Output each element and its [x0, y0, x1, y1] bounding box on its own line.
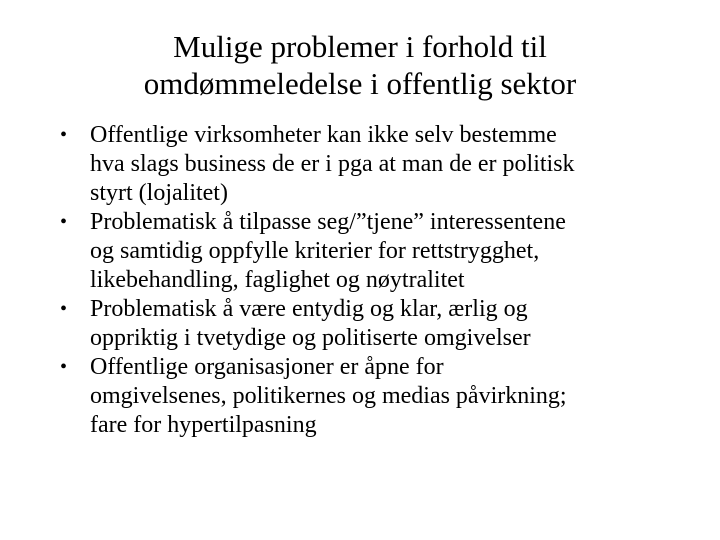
bullet-text-line: oppriktig i tvetydige og politiserte omgivelser	[90, 325, 531, 351]
slide-title-line: Mulige problemer i forhold til	[173, 29, 547, 64]
bullet-icon: •	[60, 356, 68, 378]
bullet-text-line: fare for hypertilpasning	[90, 412, 317, 438]
bullet-text-line: Problematisk å være entydig og klar, ærlig og	[90, 296, 528, 322]
bullet-text-line: hva slags business de er i pga at man de er politisk	[90, 151, 575, 177]
bullet-text-line: styrt (lojalitet)	[90, 180, 228, 206]
bullet-text-line: og samtidig oppfylle kriterier for rettstrygghet,	[90, 238, 540, 264]
bullet-icon: •	[60, 124, 68, 146]
bullet-text-line: Problematisk å tilpasse seg/”tjene” interessentene	[90, 209, 566, 235]
bullet-item	[60, 353, 700, 440]
bullet-text-line: omgivelsenes, politikernes og medias påvirkning;	[90, 383, 567, 409]
bullet-icon: •	[60, 211, 68, 233]
bullet-item	[60, 208, 700, 295]
slide-title-line: omdømmeledelse i offentlig sektor	[143, 66, 577, 101]
bullet-item	[60, 295, 700, 353]
bullet-item	[60, 121, 700, 208]
bullet-icon: •	[60, 298, 68, 320]
bullet-list	[60, 121, 700, 440]
slide-title	[60, 28, 660, 102]
bullet-text-line: Offentlige organisasjoner er åpne for	[90, 354, 444, 380]
bullet-text-line: likebehandling, faglighet og nøytralitet	[90, 267, 465, 293]
bullet-text-line: Offentlige virksomheter kan ikke selv bestemme	[90, 122, 557, 148]
